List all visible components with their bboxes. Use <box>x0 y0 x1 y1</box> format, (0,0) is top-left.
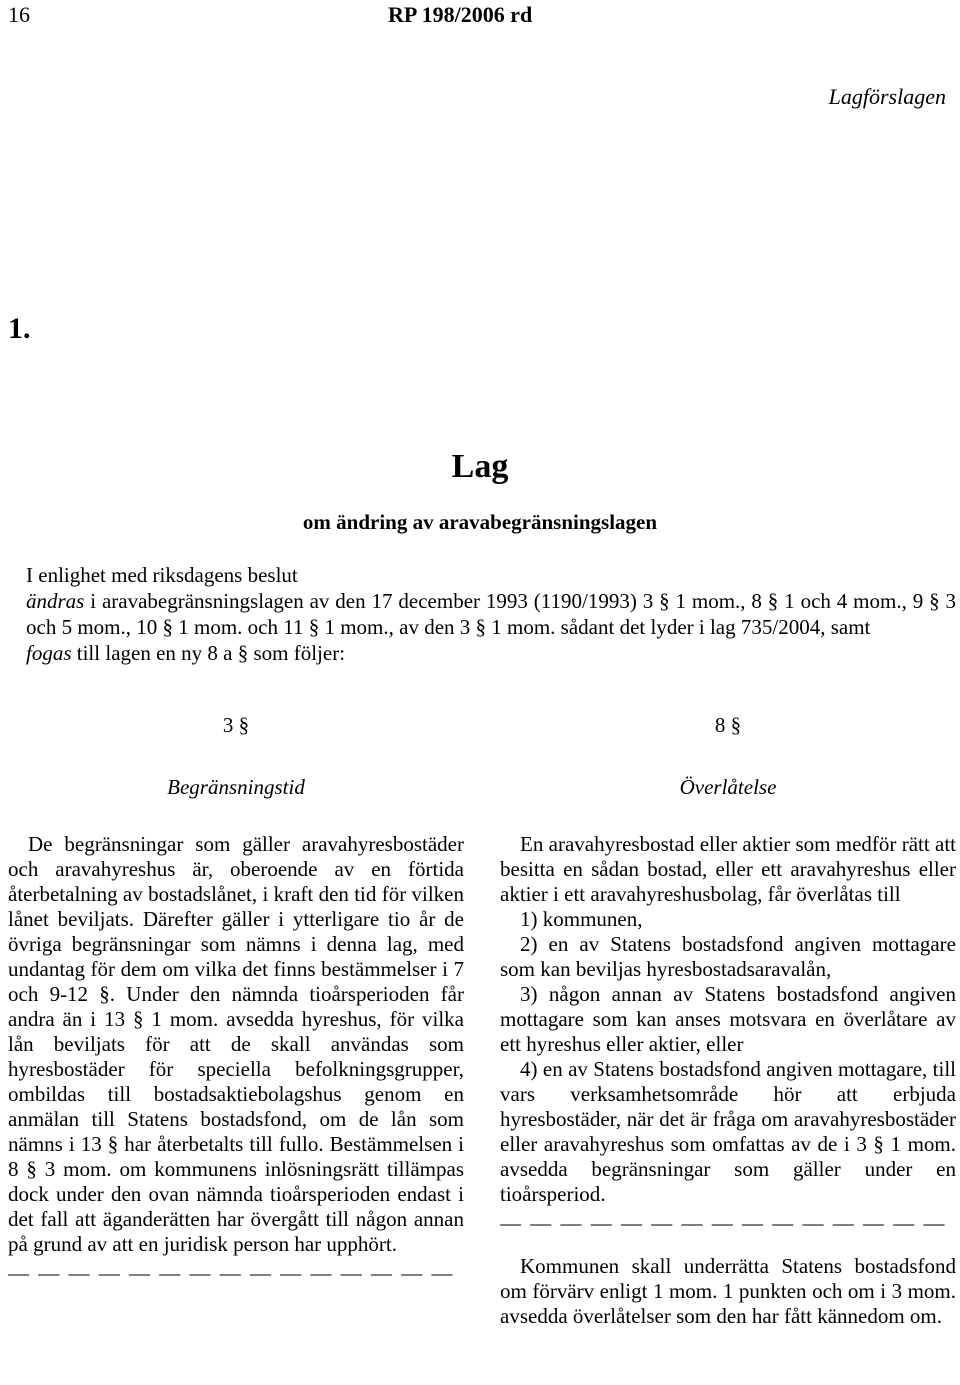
omission-dashes: — — — — — — — — — — — — — — — <box>500 1211 947 1235</box>
left-column <box>8 710 464 1304</box>
section-heading: Begränsningstid <box>167 775 305 799</box>
preamble-amendment <box>26 588 956 640</box>
add-keyword: fogas <box>26 641 72 665</box>
section-heading: Överlåtelse <box>679 775 777 799</box>
list-item: 1) kommunen, <box>520 907 643 931</box>
section-number: 3 § <box>222 713 250 737</box>
document-title: RP 198/2006 rd <box>388 2 533 27</box>
amend-text: i aravabegränsningslagen av den 17 december 1993 (1190/1993) 3 § 1 mom., 8 § 1 och 4 mom., 9 § 3 och 5 mom., 10 § 1 mom. och 11 § 1 mom., av den 3 § 1 mom. sådant det lyder i lag 735/2004, samt <box>26 589 956 639</box>
closing-paragraph: Kommunen skall underrätta Statens bostadsfond om förvärv enligt 1 mom. 1 punkten och om i 3 mom. avsedda överlåtelser som den har fått kännedom om. <box>500 1254 956 1328</box>
law-subtitle: om ändring av aravabegränsningslagen <box>302 510 658 534</box>
amend-keyword: ändras <box>26 589 85 613</box>
law-title: Lag <box>451 448 509 485</box>
section-number: 8 § <box>714 713 742 737</box>
right-column <box>500 710 956 1329</box>
section-label: Lagförslagen <box>828 84 946 109</box>
omission-dashes: — — — — — — — — — — — — — — — <box>8 1261 455 1285</box>
preamble-intro: I enlighet med riksdagens beslut <box>26 563 298 587</box>
section-paragraph: De begränsningar som gäller aravahyresbostäder och aravahyreshus är, oberoende av en förtida återbetalning av bostadslånet, i kraft den tid för vilken lånet beviljats. Därefter gäller i ytterligare tio år de övriga begränsningar som nämns i denna lag, med undantag för dem om vilka det finns bestämmelser i 7 och 9-12 §. Under den nämnda tioårsperioden får andra än i 13 § 1 mom. avsedda hyreshus, för vilka lån beviljats för att de skall användas som hyresbostäder för speciella befolkningsgrupper, ombildas till bostadsaktiebolagshus genom en anmälan till Statens bostadsfond, om de lån som nämns i 13 § har återbetalts till fullo. Bestämmelsen i 8 § 3 mom. om kommunens inlösningsrätt tillämpas dock under den ovan nämnda tioårsperioden endast i det fall att äganderätten har övergått till någon annan på grund av att en juridisk person har upphört. <box>8 832 464 1256</box>
list-item: 2) en av Statens bostadsfond angiven mottagare som kan beviljas hyresbostadsaravalån, <box>500 932 956 981</box>
section-intro: En aravahyresbostad eller aktier som medför rätt att besitta en sådan bostad, eller ett aravahyreshus eller aktier i ett aravahyreshusbolag, får överlåtas till <box>500 832 956 906</box>
preamble <box>26 562 956 666</box>
page-number: 16 <box>8 2 30 27</box>
add-text: till lagen en ny 8 a § som följer: <box>71 641 346 665</box>
list-item: 4) en av Statens bostadsfond angiven mottagare, till vars verksamhetsområde hör att erbjuda hyresbostäder, när det är fråga om aravahyresbostäder eller aravahyreshus som omfattas av de i 3 § 1 mom. avsedda begränsningar som gäller under en tioårsperiod. <box>500 1057 956 1206</box>
list-item: 3) någon annan av Statens bostadsfond angiven mottagare som kan anses motsvara en överlåtare av ett hyreshus eller aktier, eller <box>500 982 956 1056</box>
preamble-addition <box>26 640 956 666</box>
law-number: 1. <box>8 312 31 345</box>
